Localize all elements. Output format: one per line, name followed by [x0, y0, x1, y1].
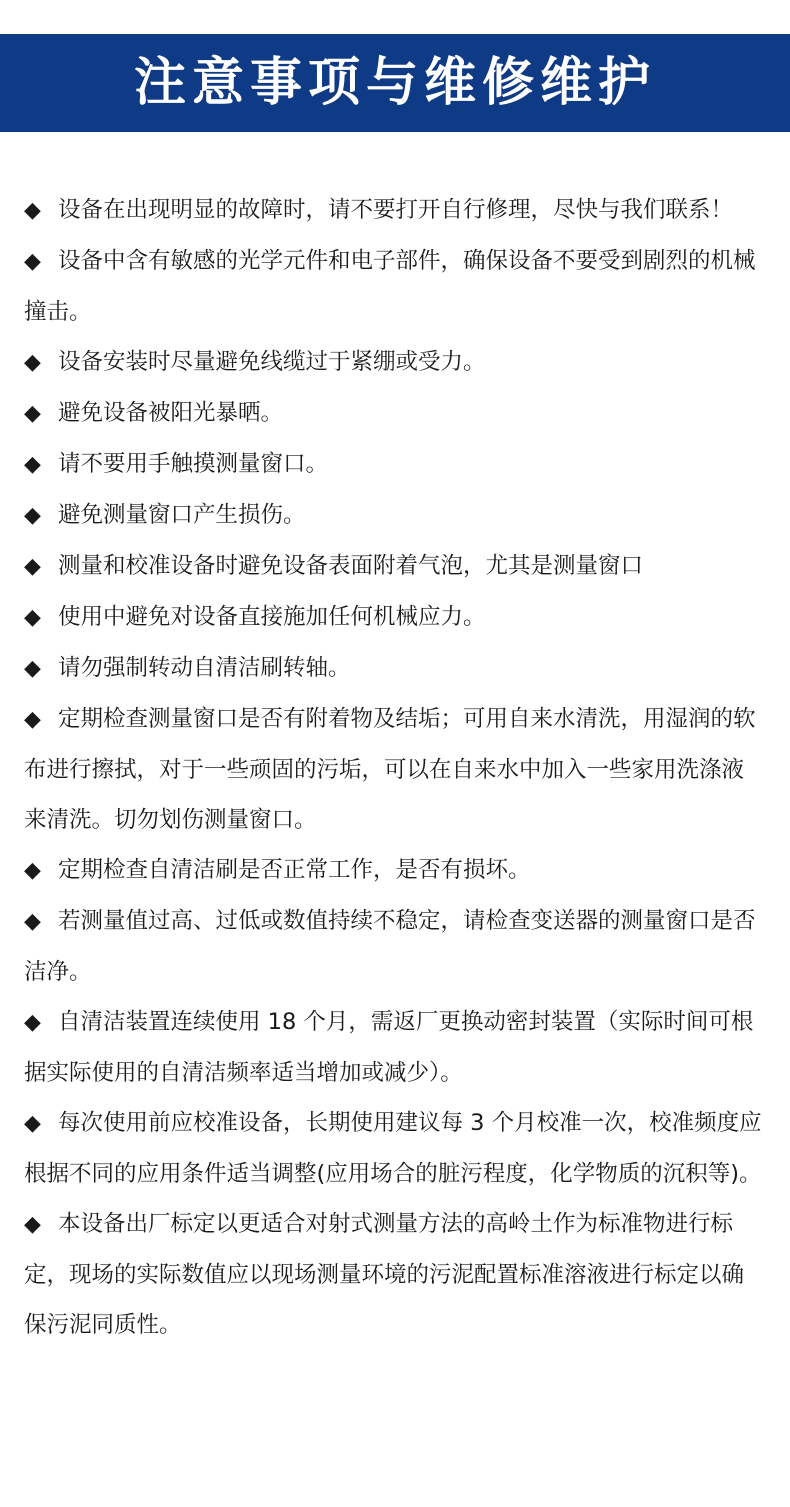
- list-item: [24, 439, 766, 490]
- note-text: 自清洁装置连续使用 18 个月，需返厂更换动密封装置（实际时间可根据实际使用的自清洁频率适当增加或减少）。: [24, 1009, 754, 1086]
- diamond-bullet-icon: ◆: [24, 605, 41, 630]
- diamond-bullet-icon: ◆: [24, 1111, 41, 1136]
- notes-list: [24, 185, 766, 1350]
- diamond-bullet-icon: ◆: [24, 858, 41, 883]
- diamond-bullet-icon: ◆: [24, 249, 41, 274]
- list-item: [24, 845, 766, 896]
- diamond-bullet-icon: ◆: [24, 909, 41, 934]
- note-text: 设备中含有敏感的光学元件和电子部件，确保设备不要受到剧烈的机械撞击。: [24, 248, 756, 325]
- list-item: [24, 337, 766, 388]
- list-item: [24, 997, 766, 1098]
- list-item: [24, 643, 766, 694]
- diamond-bullet-icon: ◆: [24, 707, 41, 732]
- diamond-bullet-icon: ◆: [24, 401, 41, 426]
- list-item: [24, 1098, 766, 1199]
- list-item: [24, 694, 766, 845]
- note-text: 本设备出厂标定以更适合对射式测量方法的高岭土作为标准物进行标定，现场的实际数值应以现场测量环境的污泥配置标准溶液进行标定以确保污泥同质性。: [24, 1211, 745, 1338]
- diamond-bullet-icon: ◆: [24, 656, 41, 681]
- list-item: [24, 896, 766, 997]
- diamond-bullet-icon: ◆: [24, 452, 41, 477]
- note-text: 避免测量窗口产生损伤。: [58, 502, 306, 528]
- diamond-bullet-icon: ◆: [24, 350, 41, 375]
- list-item: [24, 388, 766, 439]
- note-text: 定期检查自清洁刷是否正常工作，是否有损坏。: [58, 857, 531, 883]
- note-text: 若测量值过高、过低或数值持续不稳定，请检查变送器的测量窗口是否洁净。: [24, 908, 756, 985]
- list-item: [24, 236, 766, 337]
- list-item: [24, 592, 766, 643]
- diamond-bullet-icon: ◆: [24, 554, 41, 579]
- note-text: 测量和校准设备时避免设备表面附着气泡，尤其是测量窗口: [58, 553, 644, 579]
- note-text: 定期检查测量窗口是否有附着物及结垢；可用自来水清洗，用湿润的软布进行擦拭，对于一些顽固的污垢，可以在自来水中加入一些家用洗涤液来清洗。切勿划伤测量窗口。: [24, 706, 756, 833]
- note-text: 设备在出现明显的故障时，请不要打开自行修理，尽快与我们联系！: [58, 197, 734, 223]
- diamond-bullet-icon: ◆: [24, 198, 41, 223]
- page-title: 注意事项与维修维护: [133, 53, 656, 113]
- list-item: [24, 185, 766, 236]
- diamond-bullet-icon: ◆: [24, 1212, 41, 1237]
- diamond-bullet-icon: ◆: [24, 1010, 41, 1035]
- title-banner: [0, 34, 790, 132]
- note-text: 使用中避免对设备直接施加任何机械应力。: [58, 604, 486, 630]
- note-text: 设备安装时尽量避免线缆过于紧绷或受力。: [58, 349, 486, 375]
- note-text: 避免设备被阳光暴晒。: [58, 400, 284, 426]
- note-text: 每次使用前应校准设备，长期使用建议每 3 个月校准一次，校准频度应根据不同的应用条件适当调整(应用场合的脏污程度，化学物质的沉积等)。: [24, 1110, 762, 1187]
- list-item: [24, 1199, 766, 1350]
- diamond-bullet-icon: ◆: [24, 503, 41, 528]
- note-text: 请不要用手触摸测量窗口。: [58, 451, 329, 477]
- list-item: [24, 541, 766, 592]
- note-text: 请勿强制转动自清洁刷转轴。: [58, 655, 351, 681]
- list-item: [24, 490, 766, 541]
